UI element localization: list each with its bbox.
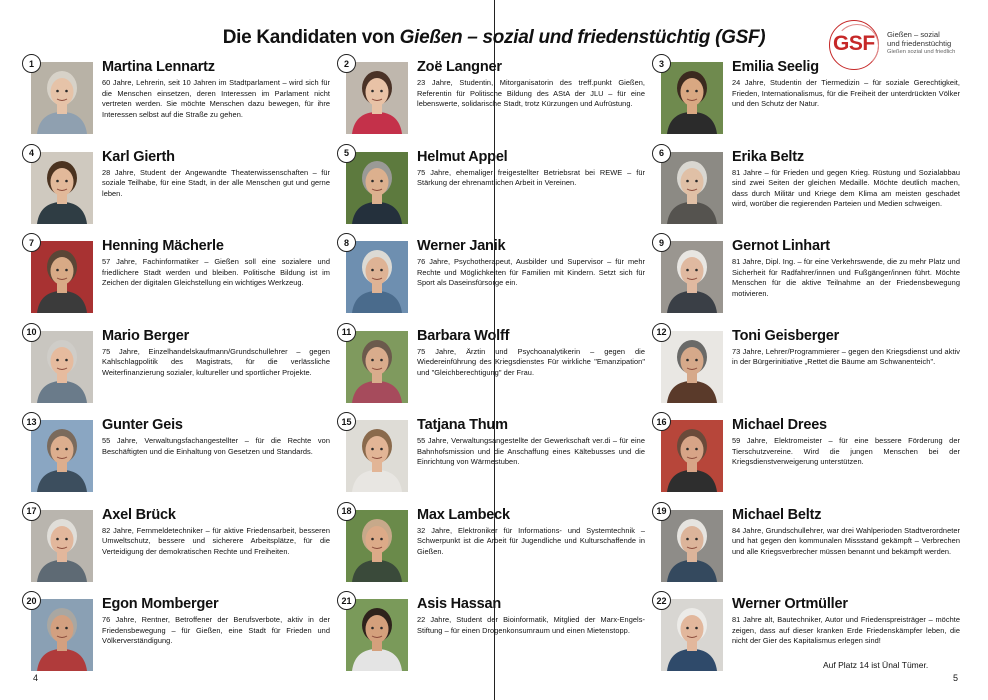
candidate-description: 81 Jahre alt, Bautechniker, Autor und Friedenspreisträger – möchte zeigen, dass auf dieser kranken Erde Friedenskämpfer leben, die nicht der Gier des Kapitalismus erlegen sind! [732,615,960,646]
portrait-image [346,152,408,224]
candidate-name: Mario Berger [102,327,190,344]
candidate-photo [346,420,408,492]
candidate-info [417,237,645,289]
page-number-right: 5 [953,673,959,683]
candidate-card [652,54,966,144]
candidate-photo [31,599,93,671]
logo-line-1: Gießen – sozial [887,30,940,39]
candidate-card [22,233,336,323]
title-prefix: Die Kandidaten von [222,27,400,48]
candidate-card [337,233,651,323]
candidate-number: 21 [337,591,356,610]
candidate-name: Werner Ortmüller [732,596,848,612]
candidate-description: 24 Jahre, Studentin der Tiermedizin – für soziale Gerechtigkeit, Frieden, Internationalismus, für die Freiheit der unterdrückten Völker und den Schutz der Natur. [732,78,960,109]
portrait-image [661,152,723,224]
portrait-image [346,420,408,492]
candidate-description: 84 Jahre, Grundschullehrer, war drei Wahlperioden Stadtverordneter und hat gegen den kommunalen Missstand gekämpft – Verbrechen und alle Kriegsverbrecher müssen benannt und bekämpft werden. [732,525,960,556]
candidate-name: Erika Beltz [732,148,804,165]
candidate-info [417,595,645,636]
candidate-card [337,502,651,592]
candidate-description: 60 Jahre, Lehrerin, seit 10 Jahren im Stadtparlament – wird sich für die Menschen einsetzen, deren Interessen im Parlament nicht vertreten werden. Sie möchte Menschen dazu bewegen, für ihre Interessen selbst auf die Straße zu gehen. [102,78,330,119]
candidate-photo [346,241,408,313]
candidate-description: 59 Jahre, Elektromeister – für eine bessere Förderung der Tierschutzvereine. Wird die jungen Menschen bei der Kriegsdienstverweigerung unterstützen. [732,436,960,467]
candidate-name: Axel Brück [102,506,176,523]
candidate-number: 18 [337,502,356,521]
candidate-card [22,502,336,592]
candidate-number: 7 [22,233,41,252]
candidate-name: Henning Mächerle [102,238,224,254]
candidate-photo [661,241,723,313]
candidate-description: 81 Jahre, Dipl. Ing. – für eine Verkehrswende, die zu mehr Platz und Sicherheit für Radfahrer/innen und Fußgänger/innen führt. Möchte Menschen für die aktive Teilnahme an der Friedensbewegung motivieren. [732,257,960,298]
candidate-info [732,58,960,110]
portrait-image [31,62,93,134]
candidate-name: Asis Hassan [417,596,502,612]
candidate-photo [346,599,408,671]
candidate-info [732,327,960,368]
candidate-info [417,416,645,468]
candidate-description: 57 Jahre, Fachinformatiker – Gießen soll eine sozialere und friedlichere Stadt werden und bleiben. Politische Bildung ist im Zeichen der digitalen Gleichstellung ein wichtiges Werkzeug. [102,257,330,288]
portrait-image [661,62,723,134]
candidate-description: 73 Jahre, Lehrer/Programmierer – gegen den Kriegsdienst und aktiv in der Bürgerinitiative „Rettet die Bäume am Schwanenteich". [732,346,960,367]
candidate-info [417,506,645,558]
candidate-name: Michael Beltz [732,506,822,523]
portrait-image [346,62,408,134]
candidate-photo [346,62,408,134]
candidate-photo [661,331,723,403]
candidate-number: 1 [22,54,41,73]
candidate-number: 4 [22,144,41,163]
candidate-name: Helmut Appel [417,148,508,165]
candidate-name: Gernot Linhart [732,238,830,254]
candidate-number: 11 [337,323,356,342]
candidate-description: 81 Jahre – für Frieden und gegen Krieg. Rüstung und Sozialabbau sind zwei Seiten der gleichen Medaille. Möchte deutlich machen, dass durch Militär und Kriege dem Klima am meisten geschadet wird, worüber die regierenden Parteien und Medien schweigen. [732,167,960,209]
candidate-card [22,54,336,144]
candidate-photo [661,510,723,582]
portrait-image [346,510,408,582]
candidate-photo [346,510,408,582]
candidate-info [417,148,645,189]
candidate-info [102,237,330,289]
candidate-card [337,412,651,502]
candidate-description: 28 Jahre, Student der Angewandte Theaterwissenschaften – für soziale Teilhabe, für eine Stadt, in der alle Menschen gut und gerne leben. [102,167,330,198]
candidate-description: 75 Jahre, ehemaliger freigestellter Betriebsrat bei REWE – für Stärkung der ehrenamtlichen Arbeit in Vereinen. [417,167,645,188]
candidate-number: 17 [22,502,41,521]
candidate-info [732,237,960,299]
logo-mark: GSF [833,32,875,55]
candidate-number: 8 [337,233,356,252]
candidate-name: Michael Drees [732,417,827,433]
candidate-photo [31,62,93,134]
candidate-photo [346,331,408,403]
candidate-name: Gunter Geis [102,417,183,433]
logo-line-2: und friedenstüchtig [887,39,952,48]
candidate-info [102,58,330,120]
candidate-info [732,148,960,210]
candidate-card [652,502,966,592]
candidate-photo [661,599,723,671]
candidate-name: Tatjana Thum [417,417,508,433]
candidate-info [417,58,645,110]
candidate-card [22,323,336,413]
candidate-number: 19 [652,502,671,521]
candidate-photo [31,241,93,313]
candidate-description: 76 Jahre, Psychotherapeut, Ausbilder und Supervisor – für mehr Rechte und Möglichkeiten für Familien mit Kindern. Setzt sich für Sport als Daseinsfürsorge ein. [417,257,645,288]
candidate-description: 82 Jahre, Fernmeldetechniker – für aktive Friedensarbeit, besseren Umweltschutz, bessere und sicherere Arbeitsplätze, für die Verteidigung der demokratischen Rechte und Freiheiten. [102,525,330,556]
candidate-info [417,327,645,379]
candidate-name: Martina Lennartz [102,59,215,75]
candidate-number: 16 [652,412,671,431]
portrait-image [31,599,93,671]
candidate-card [22,412,336,502]
candidate-info [732,506,960,558]
logo-line-3: Gießen sozial und friedlich [887,49,956,55]
portrait-image [661,420,723,492]
candidate-info [732,595,960,647]
candidate-card [337,54,651,144]
candidate-photo [31,420,93,492]
candidate-description: 22 Jahre, Student der Bioinformatik, Mitglied der Marx-Engels-Stiftung – für einen Drogenkonsumraum und einen Mietenstopp. [417,615,645,635]
candidate-card [652,144,966,234]
candidate-card [652,233,966,323]
candidate-card [337,144,651,234]
candidate-card [22,591,336,681]
page-number-left: 4 [33,673,39,683]
candidate-photo [661,420,723,492]
portrait-image [31,152,93,224]
portrait-image [31,420,93,492]
candidate-photo [661,152,723,224]
candidate-number: 5 [337,144,356,163]
candidate-photo [31,510,93,582]
candidate-description: 55 Jahre, Verwaltungsfachangestellter – für die Rechte von Beschäftigten und die Einhaltung von Gesetzen und Standards. [102,436,330,456]
candidate-name: Max Lambeck [417,506,510,523]
candidate-number: 9 [652,233,671,252]
candidate-photo [661,62,723,134]
portrait-image [346,241,408,313]
portrait-image [346,599,408,671]
candidate-name: Barbara Wolff [417,327,510,344]
candidate-number: 2 [337,54,356,73]
candidate-description: 75 Jahre, Einzelhandelskaufmann/Grundschullehrer – gegen Kahlschlagpolitik des Magistrats, für die verlässliche Weiterfinanzierung sozialer, kultureller und sportlicher Projekte. [102,346,330,377]
candidate-grid [22,54,966,681]
candidate-description: 55 Jahre, Verwaltungsangestellte der Gewerkschaft ver.di – für eine Bahnhofsmission und die Anschaffung eines Kältebusses und die Einrichtung von Wärmestuben. [417,436,645,467]
candidate-name: Egon Momberger [102,596,219,612]
portrait-image [661,331,723,403]
candidate-description: 23 Jahre, Studentin, Mitorganisatorin des treff.punkt Gießen, Referentin für Politische Bildung des AStA der JLU – für eine lebenswerte, solidarische Stadt, trotz Kürzungen und Aufrüstung. [417,78,645,109]
candidate-card [652,412,966,502]
candidate-description: 76 Jahre, Rentner, Betroffener der Berufsverbote, aktiv in der Friedensbewegung – für Gießen, eine Stadt für Frieden und Völkerverständigung. [102,615,330,646]
portrait-image [661,510,723,582]
placement-note: Auf Platz 14 ist Ünal Tümer. [823,660,929,670]
candidate-card [337,323,651,413]
title-italic: Gießen – sozial und friedenstüchtig (GSF) [399,27,766,48]
candidate-number: 3 [652,54,671,73]
portrait-image [661,241,723,313]
candidate-name: Zoë Langner [417,59,502,75]
candidate-photo [346,152,408,224]
candidate-info [102,595,330,647]
candidate-name: Werner Janik [417,238,506,254]
candidate-name: Emilia Seelig [732,59,819,75]
logo-text [887,30,967,57]
candidate-info [102,327,330,379]
candidate-number: 10 [22,323,41,342]
candidate-description: 32 Jahre, Elektroniker für Informations- und Systemtechnik – Schwerpunkt ist die Arbeit für Jugendliche und Kulturschaffende in Gießen. [417,525,645,556]
candidate-info [102,416,330,457]
portrait-image [346,331,408,403]
candidate-number: 13 [22,412,41,431]
candidate-number: 6 [652,144,671,163]
candidate-name: Toni Geisberger [732,327,840,344]
candidate-card [652,323,966,413]
candidate-info [732,416,960,468]
candidate-card [337,591,651,681]
candidate-number: 15 [337,412,356,431]
candidate-number: 20 [22,591,41,610]
portrait-image [661,599,723,671]
candidate-info [102,148,330,200]
portrait-image [31,331,93,403]
candidate-info [102,506,330,558]
candidate-number: 22 [652,591,671,610]
candidate-description: 75 Jahre, Ärztin und Psychoanalytikerin – gegen die Wiedereinführung des Kriegsdienstes Für wirkliche "Emanzipation" und "Gleichberechtigung" der Frau. [417,346,645,377]
portrait-image [31,241,93,313]
candidate-number: 12 [652,323,671,342]
candidate-photo [31,152,93,224]
portrait-image [31,510,93,582]
candidate-card [22,144,336,234]
candidate-name: Karl Gierth [102,148,175,165]
candidate-photo [31,331,93,403]
